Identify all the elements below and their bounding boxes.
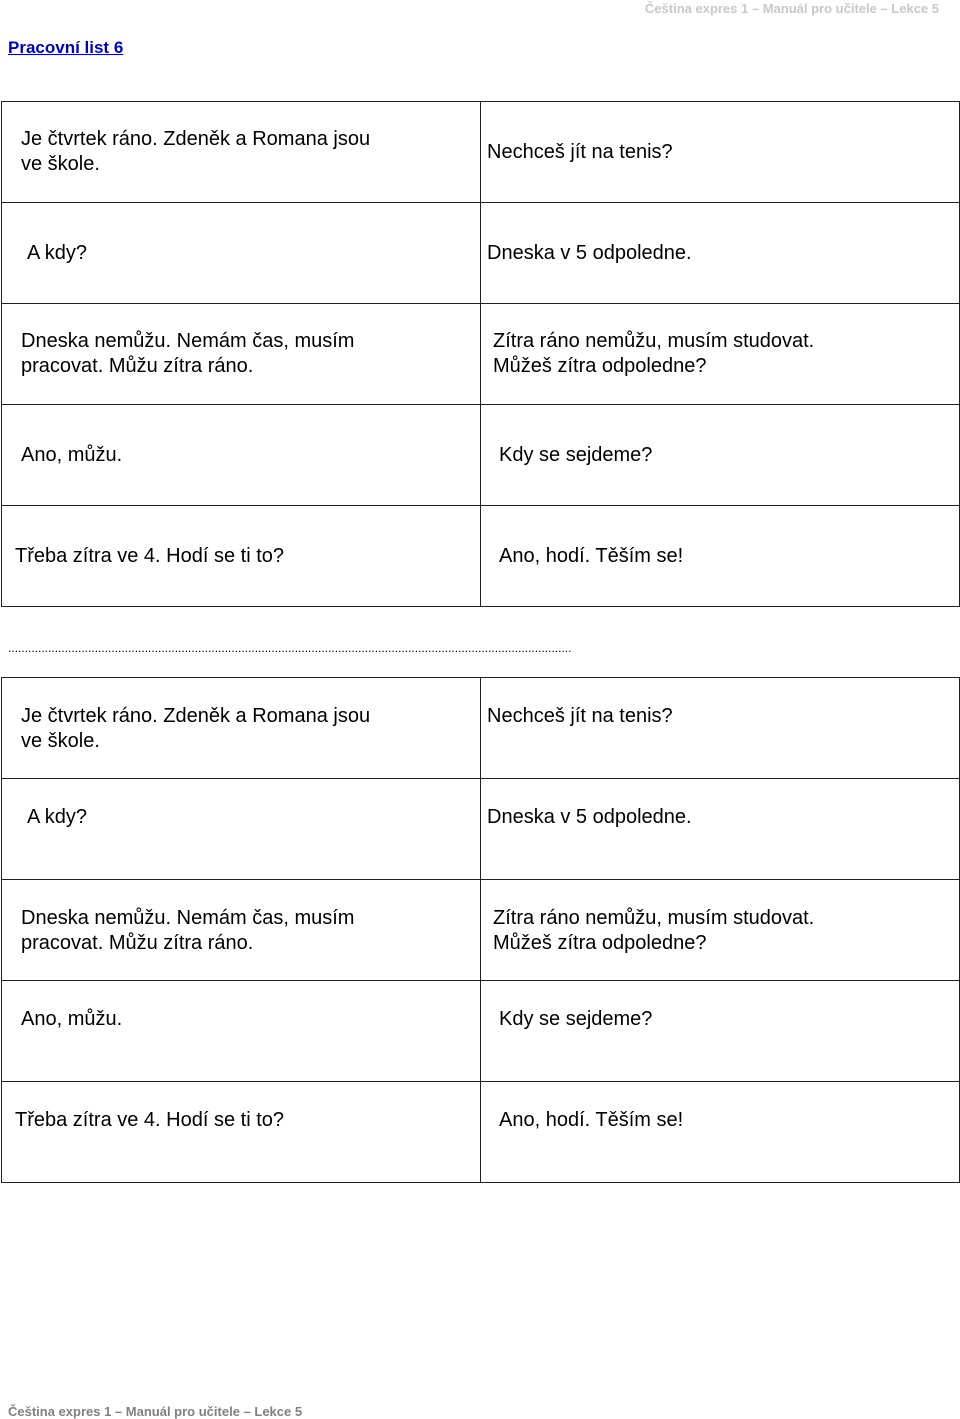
- card-cell: [2, 405, 481, 506]
- card-text: Kdy se sejdeme?: [499, 1008, 653, 1030]
- card-cell: [2, 880, 481, 981]
- card-text: Ano, hodí. Těším se!: [499, 544, 684, 567]
- card-text: Kdy se sejdeme?: [499, 443, 653, 466]
- table-row: [2, 880, 960, 981]
- card-cell: [481, 1082, 960, 1183]
- card-cell: [481, 405, 960, 506]
- card-text: Je čtvrtek ráno. Zdeněk a Romana jsou ve škole.: [21, 128, 371, 175]
- table-row: [2, 102, 960, 203]
- card-cell: [2, 1082, 481, 1183]
- card-text: A kdy?: [27, 806, 88, 828]
- card-text: Ano, můžu.: [21, 443, 123, 466]
- card-cell: [481, 304, 960, 405]
- table-row: [2, 405, 960, 506]
- card-cell: [2, 203, 481, 304]
- card-text: Ano, hodí. Těším se!: [499, 1109, 684, 1131]
- table-row: [2, 506, 960, 607]
- card-text: Ano, můžu.: [21, 1008, 123, 1030]
- card-cell: [481, 506, 960, 607]
- card-cell: [481, 880, 960, 981]
- card-text: Zítra ráno nemůžu, musím studovat. Můžeš zítra odpoledne?: [493, 907, 815, 954]
- card-text: Dneska v 5 odpoledne.: [487, 241, 692, 264]
- worksheet-title-link[interactable]: Pracovní list 6: [8, 38, 124, 57]
- card-cell: [2, 304, 481, 405]
- card-text: Dneska v 5 odpoledne.: [487, 806, 692, 828]
- card-text: Nechceš jít na tenis?: [487, 140, 673, 163]
- card-text: Třeba zítra ve 4. Hodí se ti to?: [15, 544, 285, 567]
- table-row: [2, 678, 960, 779]
- cut-line-separator: .........................................................................................................................................................................: [8, 641, 572, 655]
- card-cell: [481, 102, 960, 203]
- card-text: Třeba zítra ve 4. Hodí se ti to?: [15, 1109, 285, 1131]
- card-text: Je čtvrtek ráno. Zdeněk a Romana jsou ve škole.: [21, 705, 371, 752]
- card-text: Dneska nemůžu. Nemám čas, musím pracovat. Můžu zítra ráno.: [21, 907, 355, 954]
- card-table-top: [1, 101, 960, 607]
- card-cell: [481, 678, 960, 779]
- card-cell: [2, 678, 481, 779]
- table-row: [2, 981, 960, 1082]
- card-cell: [2, 102, 481, 203]
- card-cell: [481, 779, 960, 880]
- card-text: Nechceš jít na tenis?: [487, 705, 673, 727]
- card-cell: [2, 506, 481, 607]
- card-table-bottom: [1, 677, 960, 1183]
- card-cell: [481, 981, 960, 1082]
- card-text: Zítra ráno nemůžu, musím studovat. Můžeš zítra odpoledne?: [493, 330, 815, 377]
- table-row: [2, 1082, 960, 1183]
- card-text: A kdy?: [27, 241, 88, 264]
- table-row: [2, 203, 960, 304]
- table-row: [2, 779, 960, 880]
- card-cell: [2, 779, 481, 880]
- table-row: [2, 304, 960, 405]
- card-cell: [2, 981, 481, 1082]
- page-header: Čeština expres 1 – Manuál pro učitele – Lekce 5: [644, 1, 939, 16]
- page-footer: Čeština expres 1 – Manuál pro učitele – Lekce 5: [8, 1404, 303, 1419]
- card-cell: [481, 203, 960, 304]
- card-text: Dneska nemůžu. Nemám čas, musím pracovat. Můžu zítra ráno.: [21, 330, 355, 377]
